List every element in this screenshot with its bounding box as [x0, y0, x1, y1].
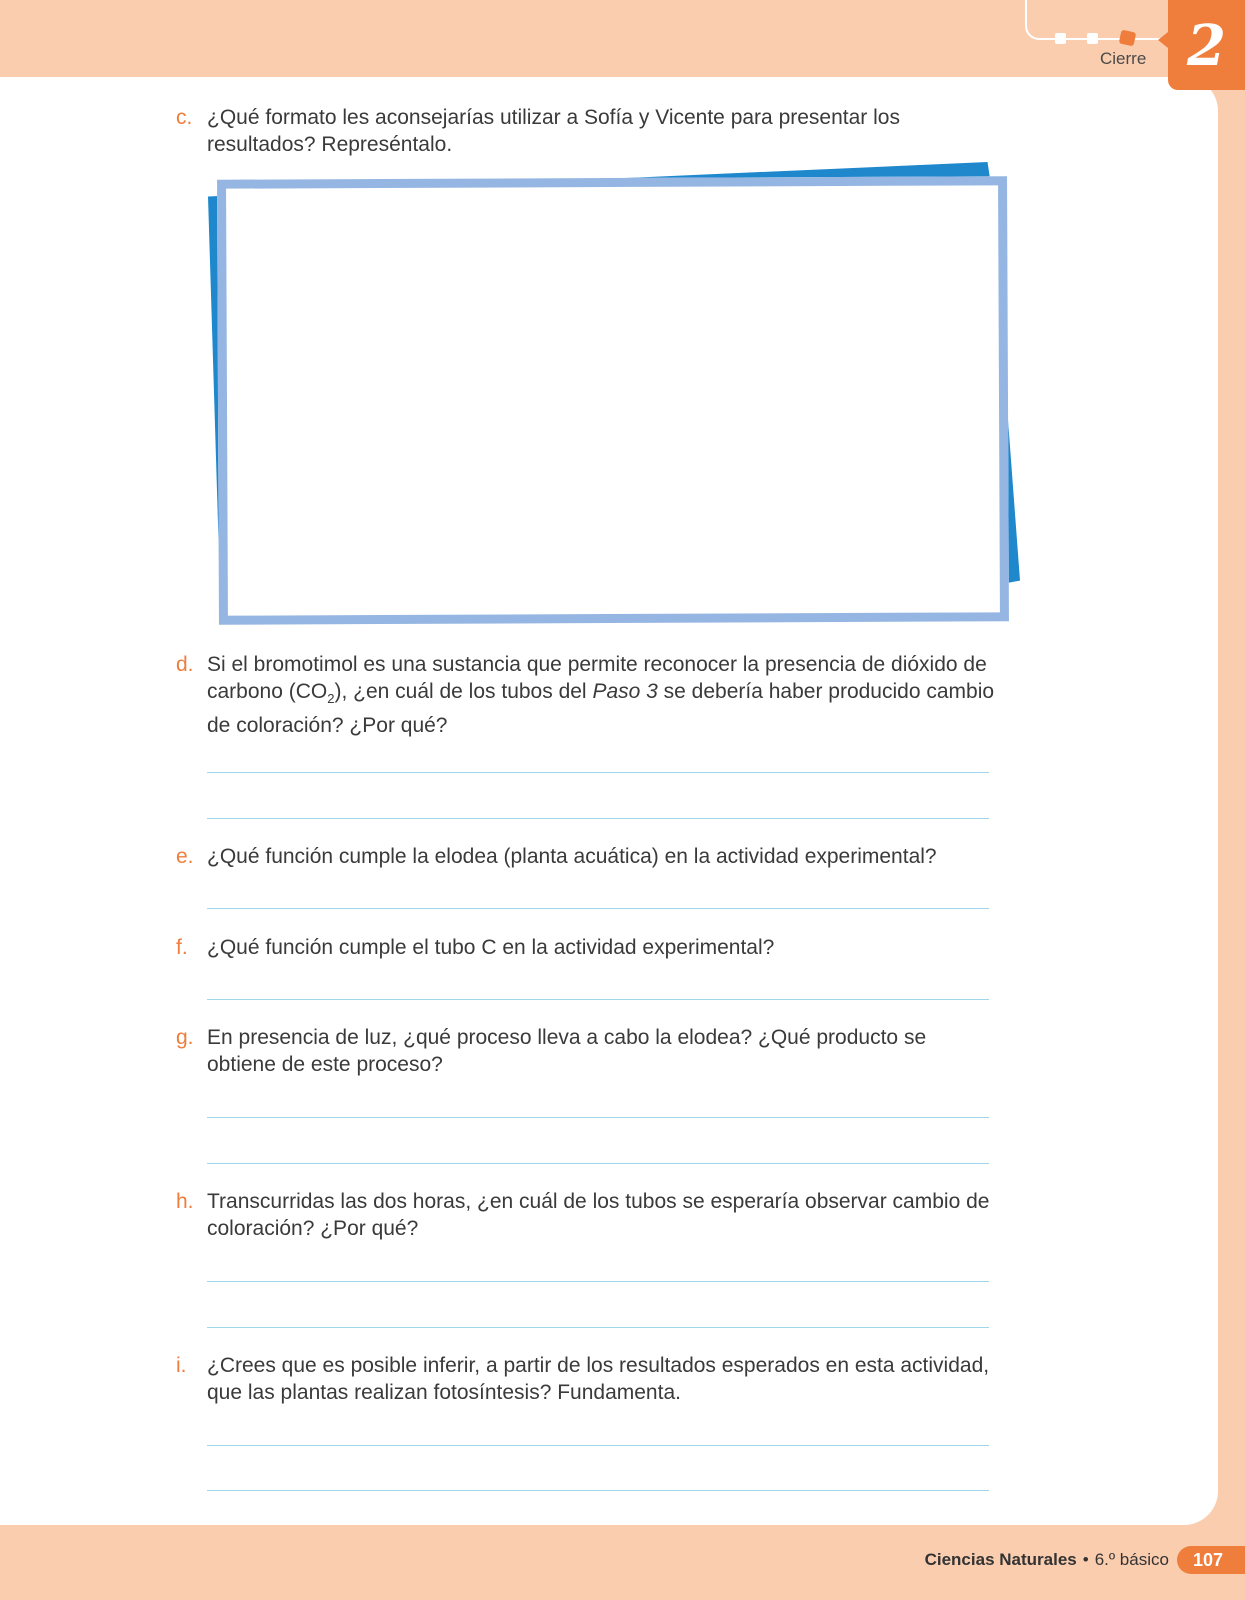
progress-dot-icon	[1087, 33, 1098, 44]
question-letter: c.	[176, 106, 193, 129]
question-text: En presencia de luz, ¿qué proceso lleva a cabo la elodea? ¿Qué producto se obtiene de este proceso?	[207, 1026, 927, 1076]
question-c	[176, 104, 996, 158]
question-text-part: ), ¿en cuál de los tubos del	[334, 680, 593, 703]
answer-line[interactable]	[207, 1117, 989, 1118]
footer-grade: 6.º básico	[1094, 1550, 1169, 1569]
question-text	[207, 651, 996, 739]
question-g	[176, 1024, 996, 1078]
chapter-tab	[1168, 0, 1245, 90]
answer-line[interactable]	[207, 1281, 989, 1282]
progress-dot-icon	[1055, 33, 1066, 44]
question-text: ¿Qué función cumple la elodea (planta acuática) en la actividad experimental?	[207, 845, 937, 868]
footer-separator: •	[1082, 1550, 1089, 1569]
question-text: Transcurridas las dos horas, ¿en cuál de los tubos se esperaría observar cambio de coloración? ¿Por qué?	[207, 1190, 990, 1240]
answer-drawing-area[interactable]	[217, 176, 1009, 624]
question-letter: f.	[176, 936, 188, 959]
answer-line[interactable]	[207, 772, 989, 773]
subscript: 2	[327, 691, 335, 706]
answer-line[interactable]	[207, 818, 989, 819]
answer-line[interactable]	[207, 908, 989, 909]
question-f	[176, 934, 996, 961]
question-letter: d.	[176, 653, 194, 676]
answer-line[interactable]	[207, 1327, 989, 1328]
answer-line[interactable]	[207, 999, 989, 1000]
question-text-part: se debería haber producido cambio de coloración? ¿Por qué?	[207, 680, 995, 737]
question-text: ¿Crees que es posible inferir, a partir de los resultados esperados en esta actividad, que las plantas realizan fotosíntesis? Fundamenta.	[207, 1354, 990, 1404]
question-letter: h.	[176, 1190, 194, 1213]
footer-subject: Ciencias Naturales	[924, 1550, 1077, 1569]
question-text: ¿Qué formato les aconsejarías utilizar a Sofía y Vicente para presentar los resultados? Represéntalo.	[207, 106, 900, 156]
page-footer	[925, 1545, 1245, 1575]
progress-dot-active-icon	[1119, 30, 1137, 47]
page-number: 107	[1177, 1546, 1245, 1574]
answer-line[interactable]	[207, 1490, 989, 1491]
answer-line[interactable]	[207, 1163, 989, 1164]
question-h	[176, 1188, 996, 1242]
question-letter: i.	[176, 1354, 187, 1377]
question-text-italic: Paso 3	[592, 680, 658, 703]
chapter-number: 2	[1187, 13, 1226, 79]
section-label: Cierre	[1100, 49, 1147, 68]
question-e	[176, 843, 996, 870]
question-letter: g.	[176, 1026, 194, 1049]
question-text: ¿Qué función cumple el tubo C en la actividad experimental?	[207, 936, 775, 959]
question-letter: e.	[176, 845, 194, 868]
answer-line[interactable]	[207, 1445, 989, 1446]
question-i	[176, 1352, 996, 1406]
question-d	[176, 651, 996, 739]
question-text-part: Si el bromotimol es una sustancia que permite reconocer la presencia de dióxido de carbono (CO	[207, 653, 987, 703]
